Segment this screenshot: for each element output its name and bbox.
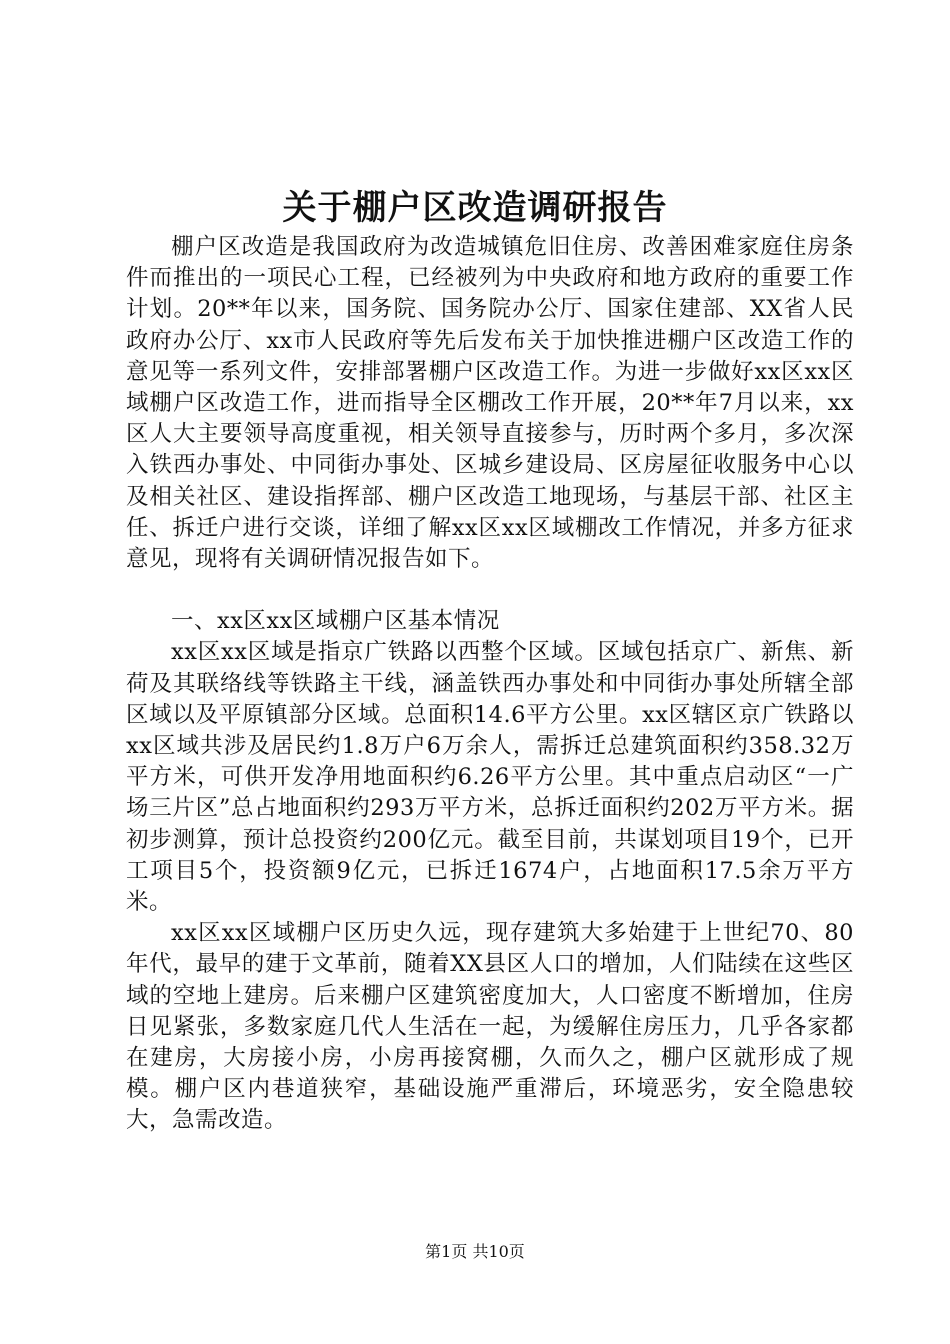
page-footer: 第1页 共10页 — [425, 1242, 525, 1261]
document-title: 关于棚户区改造调研报告 — [282, 188, 668, 228]
document-body — [126, 232, 854, 1137]
section-paragraph-1: xx区xx区域是指京广铁路以西整个区域。区域包括京广、新焦、新荷及其联络线等铁路主干线，涵盖铁西办事处和中同街办事处所辖全部区域以及平原镇部分区域。总面积14.6平方公里。xx区辖区京广铁路以xx区域共涉及居民约1.8万户6万余人，需拆迁总建筑面积约358.32万平方米，可供开发净用地面积约6.26平方公里。其中重点启动区“一广场三片区”总占地面积约293万平方米，总拆迁面积约202万平方米。据初步测算，预计总投资约200亿元。截至目前，共谋划项目19个，已开工项目5个，投资额9亿元，已拆迁1674户，占地面积17.5余万平方米。 — [126, 639, 854, 916]
paragraph-spacer — [126, 575, 854, 606]
intro-paragraph: 棚户区改造是我国政府为改造城镇危旧住房、改善困难家庭住房条件而推出的一项民心工程，已经被列为中央政府和地方政府的重要工作计划。20**年以来，国务院、国务院办公厅、国家住建部、XX省人民政府办公厅、xx市人民政府等先后发布关于加快推进棚户区改造工作的意见等一系列文件，安排部署棚户区改造工作。为进一步做好xx区xx区域棚户区改造工作，进而指导全区棚改工作开展，20**年7月以来，xx区人大主要领导高度重视，相关领导直接参与，历时两个多月，多次深入铁西办事处、中同街办事处、区城乡建设局、区房屋征收服务中心以及相关社区、建设指挥部、棚户区改造工地现场，与基层干部、社区主任、拆迁户进行交谈，详细了解xx区xx区域棚改工作情况，并多方征求意见，现将有关调研情况报告如下。 — [126, 234, 854, 573]
section-paragraph-2: xx区xx区域棚户区历史久远，现存建筑大多始建于上世纪70、80年代，最早的建于文革前，随着XX县区人口的增加，人们陆续在这些区域的空地上建房。后来棚户区建筑密度加大，人口密度不断增加，住房日见紧张，多数家庭几代人生活在一起，为缓解住房压力，几乎各家都在建房，大房接小房，小房再接窝棚，久而久之，棚户区就形成了规模。棚户区内巷道狭窄，基础设施严重滞后，环境恶劣，安全隐患较大，急需改造。 — [126, 920, 854, 1134]
section-heading: 一、xx区xx区域棚户区基本情况 — [171, 608, 500, 635]
